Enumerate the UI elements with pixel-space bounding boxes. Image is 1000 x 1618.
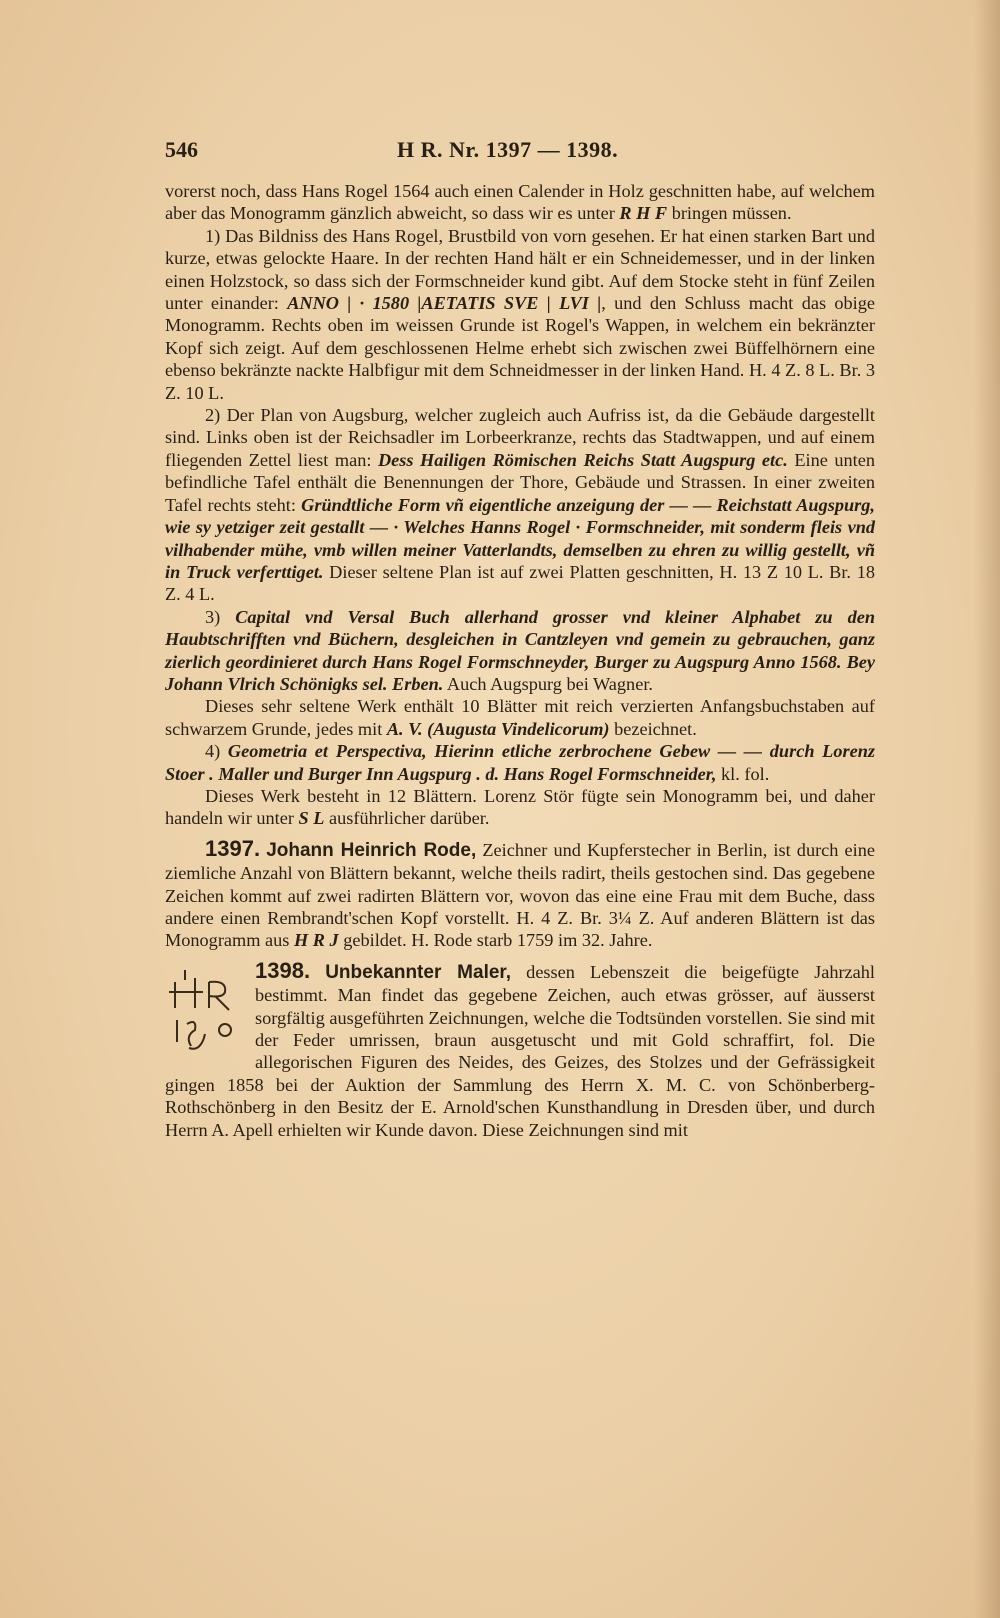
item-1-inscription: ANNO | · 1580 |AETATIS SVE | LVI |: [287, 293, 602, 314]
item-3-text-a: 3): [205, 606, 236, 627]
entry-1398-number: 1398.: [255, 957, 311, 983]
item-4-monogram-ref: S L: [298, 808, 325, 829]
running-title: H R. Nr. 1397 — 1398.: [397, 137, 619, 162]
item-4-text-a: 4): [205, 741, 228, 762]
item-1-text-b: , und den Schluss macht das obige Monogramm. Rechts oben im weissen Grunde ist Rogel's Wappen, in welchem ein bekränzter Kopf sich zeigt. Auf dem geschlossenen Helme erhebt sich zwischen zwei Büffelhörnern eine ebenso bekränzte nackte Halbfigur mit dem Schneidmesser in der linken Hand. H. 4 Z. 8 L. Br. 3 Z. 10 L.: [165, 293, 875, 403]
item-4-text-d: ausführlicher darüber.: [324, 808, 490, 829]
item-3-title: Capital vnd Versal Buch allerhand grosser vnd kleiner Alphabet zu den Haubtschrifften vnd Büchern, desgleichen in Cantzleyen vnd gemein zu gebrauchen, ganz zierlich geordinieret durch Hans Rogel Formschneyder, Burger zu Augspurg Anno 1568. Bey Johann Vlrich Schönigks sel. Erben.: [165, 606, 875, 694]
page-body: [165, 180, 875, 1141]
entry-1397-paragraph: [165, 835, 875, 952]
item-3-text-c: Dieses sehr seltene Werk enthält 10 Blätter mit reich verzierten Anfangsbuchstaben auf schwarzem Grunde, jedes mit: [165, 696, 875, 739]
intro-text-1: vorerst noch, dass Hans Rogel 1564 auch einen Calender in Holz geschnitten habe, auf welchem aber das Monogramm gänzlich abweicht, so dass wir es unter: [165, 181, 875, 224]
monogram-hr-1590-icon: [165, 964, 251, 1052]
item-2-inscription-1: Dess Hailigen Römischen Reichs Statt Augspurg etc.: [377, 449, 788, 470]
intro-text-2: bringen müssen.: [667, 203, 792, 224]
item-3-text-d: bezeichnet.: [609, 718, 697, 739]
entry-1398-name: Unbekannter Maler,: [325, 961, 512, 983]
item-2-paragraph: [165, 404, 875, 606]
item-4-text-c: Dieses Werk besteht in 12 Blättern. Lorenz Stör fügte sein Monogramm bei, und daher handeln wir unter: [165, 785, 875, 829]
entry-1398-paragraph: [165, 957, 876, 1141]
entry-1398-text: dessen Lebenszeit die beigefügte Jahrzahl bestimmt. Man findet das gegebene Zeichen, auch etwas grösser, auf äusserst sorgfältig ausgeführten Zeichnungen, welche die Todtsünden vorstellen. Sie sind mit der Feder umrissen, braun ausgetuscht und mit Gold schraffirt, fol. Die allegorischen Figuren des Neides, des Geizes, des Stolzes und der Gefrässigkeit gingen 1858 bei der Auktion der Sammlung des Herrn X. M. C. von Schönberberg-Rothschönberg in den Besitz der E. Arnold'schen Kunsthandlung in Dresden über, und durch Herrn A. Apell erhielten wir Kunde davon. Diese Zeichnungen sind mit: [165, 961, 876, 1140]
item-3-description: [165, 695, 875, 740]
entry-1397-monogram-ref: H R J: [293, 930, 339, 951]
running-header: [165, 137, 880, 161]
item-1-text-a: 1) Das Bildniss des Hans Rogel, Brustbild von vorn gesehen. Er hat einen starken Bart und kurze, etwas gelockte Haare. In der rechten Hand hält er ein Schneidemesser, und in der linken einen Holzstock, so dass sich der Formschneider kund gibt. Auf dem Stocke steht in fünf Zeilen unter einander:: [165, 225, 875, 314]
item-3-mark: A. V. (Augusta Vindelicorum): [386, 718, 610, 739]
item-3-paragraph: [165, 606, 875, 696]
item-4-description: [165, 785, 875, 830]
item-2-text-c: Dieser seltene Plan ist auf zwei Platten geschnitten, H. 13 Z 10 L. Br. 18 Z. 4 L.: [165, 561, 875, 605]
item-4-title: Geometria et Perspectiva, Hierinn etliche zerbrochene Gebew — — durch Lorenz Stoer . Maller und Burger Inn Augspurg . d. Hans Rogel Formschneider,: [165, 741, 875, 784]
entry-1397-name: Johann Heinrich Rode,: [266, 839, 477, 861]
entry-1398-monogram-image: [165, 964, 251, 1052]
item-1-paragraph: [165, 225, 875, 404]
item-3-text-b: Auch Augspurg bei Wagner.: [443, 673, 653, 694]
entry-1397: [165, 835, 875, 952]
intro-monogram-ref: R H F: [619, 203, 668, 224]
item-4-paragraph: [165, 740, 875, 785]
page-edge-shadow: [974, 0, 1000, 1618]
entry-1398: [165, 957, 876, 1141]
item-2-inscription-2: Gründtliche Form vñ eigentliche anzeigung der — — Reichstatt Augspurg, wie sy yetziger zeit gestallt — · Welches Hanns Rogel · Formschneider, mit sonderm fleis vnd vilhabender mühe, vmb willen meiner Vatterlandts, demselben zu ehren zu willig gestellt, vñ in Truck verferttiget.: [165, 494, 875, 582]
entry-1397-text-b: gebildet. H. Rode starb 1759 im 32. Jahre.: [338, 930, 653, 951]
item-2-text-a: 2) Der Plan von Augsburg, welcher zugleich auch Aufriss ist, da die Gebäude dargestellt sind. Links oben ist der Reichsadler im Lorbeerkranze, rechts das Stadtwappen, und auf einem fliegenden Zettel liest man:: [165, 405, 875, 470]
intro-paragraph: [165, 180, 875, 225]
item-2-text-b: Eine unten befindliche Tafel enthält die Benennungen der Thore, Gebäude und Strassen. In einer zweiten Tafel rechts steht:: [165, 449, 875, 515]
page-number: 546: [165, 137, 198, 162]
entry-1397-text-a: Zeichner und Kupferstecher in Berlin, ist durch eine ziemliche Anzahl von Blättern bekannt, welche theils radirt, theils gestochen sind. Das gegebene Zeichen kommt auf zwei radirten Blättern vor, wovon das eine eine Frau mit dem Buche, dass andere einen Rembrandt'schen Kopf vorstellt. H. 4 Z. Br. 3¼ Z. Auf anderen Blättern ist das Monogramm aus: [165, 839, 875, 951]
item-4-text-b: kl. fol.: [716, 763, 770, 784]
entry-1397-number: 1397.: [205, 835, 261, 861]
